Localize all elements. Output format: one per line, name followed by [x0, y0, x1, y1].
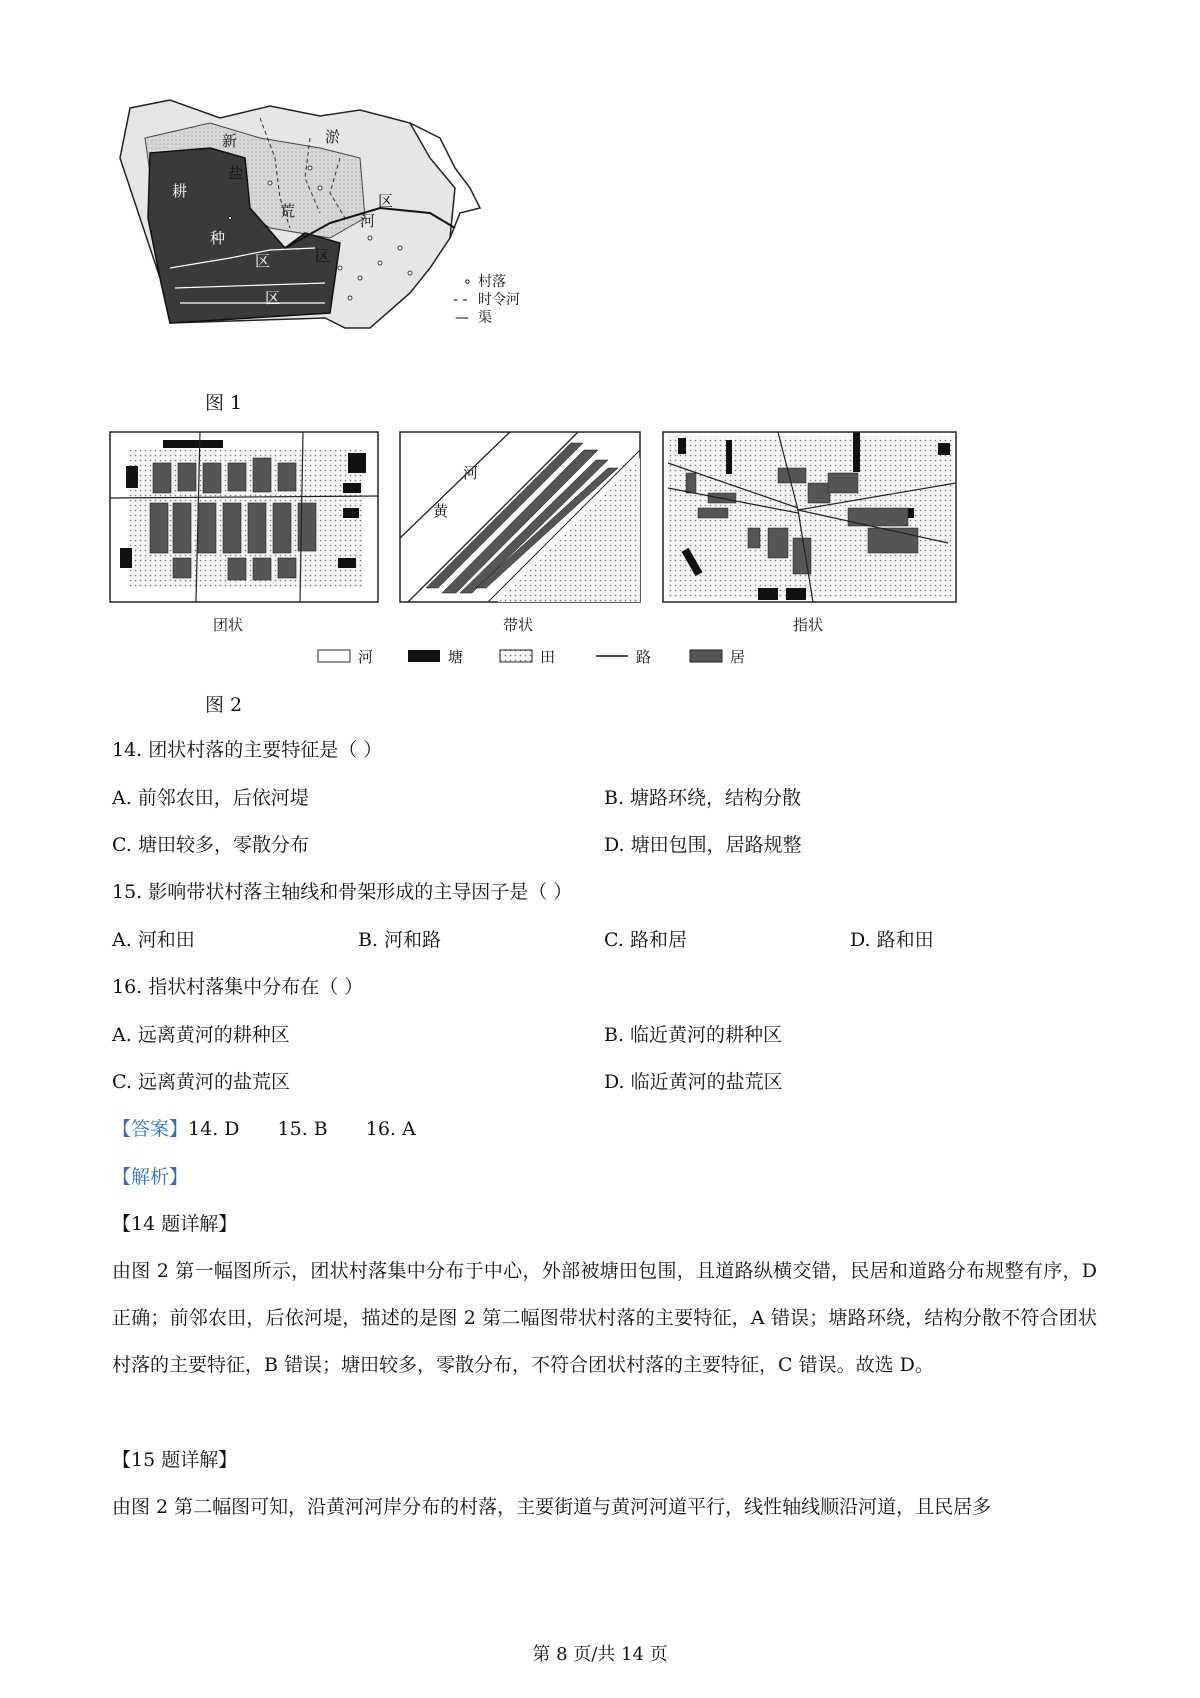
question-15-option-d: D. 路和田 [850, 929, 934, 951]
map-label-he: 河 [360, 212, 376, 230]
answer-14: 14. D [188, 1118, 240, 1140]
question-16-option-c: C. 远离黄河的盐荒区 [112, 1071, 290, 1093]
legend-symbol-seasonal-river: - - [453, 292, 468, 308]
map-label-geng: 耕 [172, 182, 188, 200]
figure-1-legend [453, 273, 520, 326]
question-16-stem: 16. 指状村落集中分布在（ ） [112, 976, 364, 998]
figure-1-caption: 图 1 [205, 392, 243, 414]
detail-15-text: 由图 2 第二幅图可知，沿黄河河岸分布的村落，主要街道与黄河河道平行，线性轴线顺沿河道，且民居多 [112, 1496, 992, 1518]
legend-symbol-village: ∘ [463, 274, 472, 290]
map-label-qu1: 区 [378, 192, 394, 210]
answer-tag: 【答案】 [112, 1118, 189, 1140]
legend-river-label: 河 [358, 648, 374, 666]
panel-cluster [110, 432, 378, 602]
figure-2-caption: 图 2 [205, 694, 243, 716]
analysis-tag: 【解析】 [112, 1166, 189, 1188]
answer-15: 15. B [277, 1118, 328, 1140]
question-15-stem: 15. 影响带状村落主轴线和骨架形成的主导因子是（ ） [112, 881, 573, 903]
map-label-qu2: 区 [315, 247, 331, 265]
legend-label-village: 村落 [478, 274, 506, 290]
panel-strip-river-label-2: 黄 [433, 502, 449, 520]
question-14-stem: 14. 团状村落的主要特征是（ ） [112, 739, 383, 761]
panel-finger-label: 指状 [793, 616, 824, 634]
question-14-option-c: C. 塘田较多，零散分布 [112, 834, 309, 856]
detail-14-text: 由图 2 第一幅图所示，团状村落集中分布于中心，外部被塘田包围，且道路纵横交错，民居和道路分布规整有序，D 正确；前邻农田，后依河堤，描述的是图 2 第二幅图带状村落的主要特征，A 错误；塘路环绕，结构分散不符合团状村落的主要特征，B 错误；塘田较多，零散分布，不符合团状村落的主要特征，C 错误。故选 D。 [112, 1260, 1097, 1376]
question-15-option-c: C. 路和居 [604, 929, 687, 951]
answer-16: 16. A [365, 1118, 416, 1140]
legend-field-label: 田 [540, 648, 556, 666]
question-14-option-d: D. 塘田包围，居路规整 [604, 834, 802, 856]
legend-pond-label: 塘 [448, 648, 464, 666]
question-16-option-b: B. 临近黄河的耕种区 [604, 1024, 783, 1046]
question-15-option-b: B. 河和路 [358, 929, 442, 951]
map-label-zhong: 种 [210, 229, 226, 247]
figure-2-village-types [108, 428, 958, 668]
panel-cluster-label: 团状 [213, 616, 244, 634]
panel-finger [663, 432, 956, 602]
map-label-yu: 淤 [325, 128, 341, 146]
question-14-option-b: B. 塘路环绕，结构分散 [604, 787, 802, 809]
legend-house-label: 居 [730, 648, 746, 666]
answer-line [112, 1117, 416, 1141]
map-label-xin: 新 [222, 132, 238, 150]
detail-14-title: 【14 题详解】 [112, 1213, 238, 1235]
figure-1-map [110, 98, 590, 368]
legend-symbol-canal: — [455, 310, 469, 326]
legend-label-canal: 渠 [478, 310, 492, 326]
question-16-option-d: D. 临近黄河的盐荒区 [604, 1071, 783, 1093]
map-label-yan: 盐 [228, 164, 244, 182]
legend-road-label: 路 [636, 648, 652, 666]
figure-2-legend [318, 648, 745, 666]
map-label-qu4: 区 [265, 289, 281, 307]
page-footer: 第 8 页/共 14 页 [532, 1644, 668, 1665]
question-16-option-a: A. 远离黄河的耕种区 [112, 1024, 290, 1046]
legend-label-seasonal-river: 时令河 [478, 292, 520, 308]
panel-strip [400, 432, 640, 602]
question-14-option-a: A. 前邻农田，后依河堤 [112, 787, 309, 809]
panel-strip-label: 带状 [503, 616, 534, 634]
map-label-huang: 荒 [280, 202, 296, 220]
question-15-option-a: A. 河和田 [112, 929, 195, 951]
panel-strip-river-label-1: 河 [463, 464, 479, 482]
detail-15-title: 【15 题详解】 [112, 1449, 238, 1471]
map-label-qu3: 区 [255, 252, 271, 270]
